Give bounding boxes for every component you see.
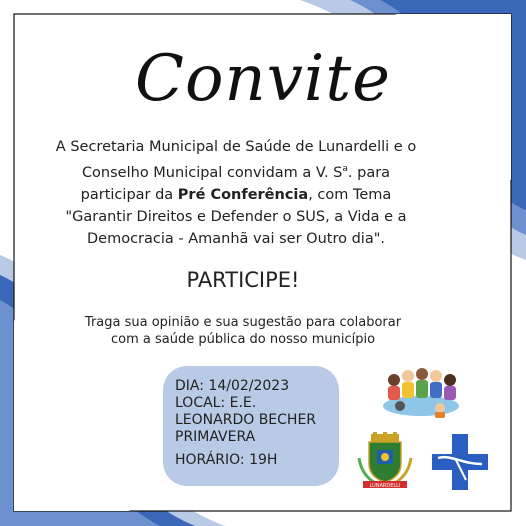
invite-title: Convite [135, 42, 391, 116]
event-location: PRIMAVERA [175, 429, 256, 445]
event-location: LOCAL: E.E. [175, 395, 257, 411]
body-line: A Secretaria Municipal de Saúde de Lunardelli e o [55, 139, 417, 155]
body-line: "Garantir Direitos e Defender o SUS, a Vida e a [65, 208, 407, 225]
health-cross-icon [432, 434, 488, 490]
event-info [175, 378, 345, 469]
children-group-illustration [380, 364, 462, 420]
call-to-action: PARTICIPE! [186, 268, 300, 292]
invite-body [26, 136, 446, 250]
body-line: Conselho Municipal convidam a V. $S^a$. para [81, 164, 391, 181]
event-name: Pré Conferência [177, 186, 309, 203]
event-time: HORÁRIO: 19H [175, 452, 278, 468]
event-location: LEONARDO BECHER [175, 412, 317, 428]
body-line: participar da Pré Conferência, com Tema [80, 186, 392, 203]
event-date: DIA: 14/02/2023 [175, 378, 290, 394]
crest-banner-text: LUNARDELLI [369, 483, 401, 489]
invite-subtext: Traga sua opinião e sua sugestão para colaborar com a saúde pública do nosso município [84, 315, 402, 347]
municipal-crest [355, 432, 415, 490]
body-line: Democracia - Amanhã vai ser Outro dia". [86, 230, 385, 247]
